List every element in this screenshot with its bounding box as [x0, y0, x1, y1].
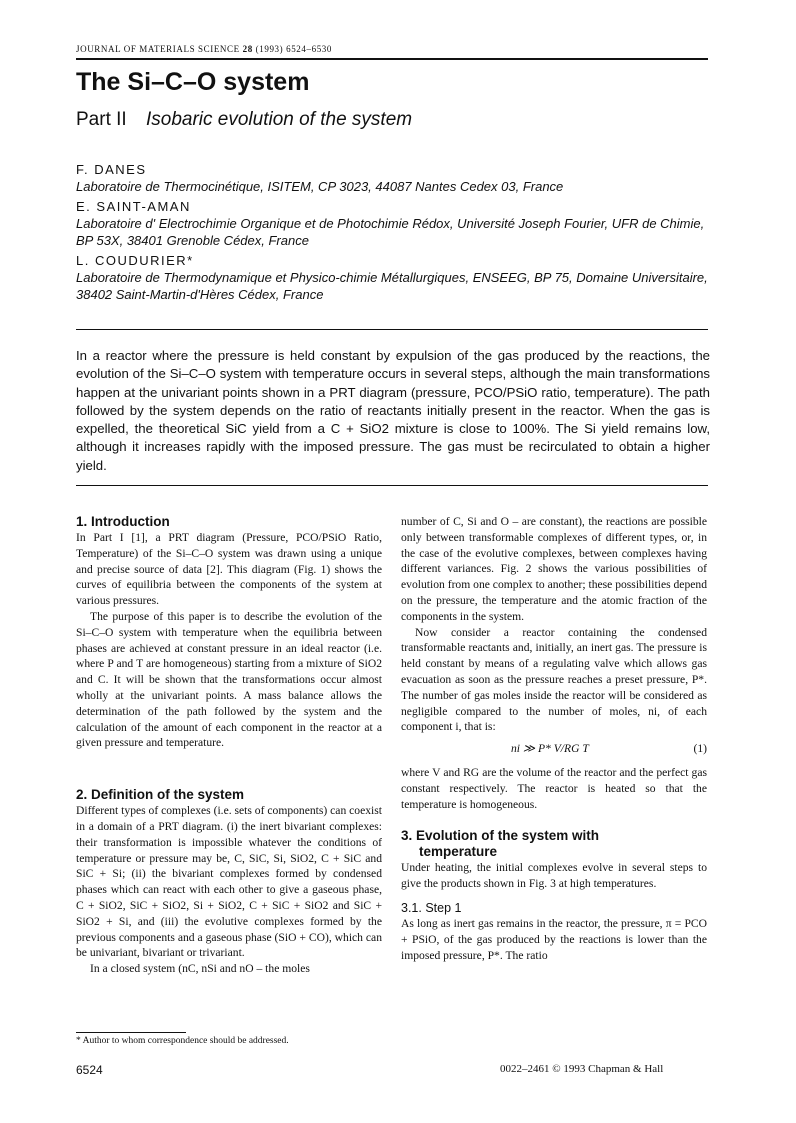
journal-year-pages: (1993) 6524–6530	[255, 44, 333, 54]
author-block	[76, 252, 716, 303]
header-rule	[76, 58, 708, 60]
column-left	[76, 514, 382, 977]
footnote-rule	[76, 1032, 186, 1033]
section-heading-line: 3. Evolution of the system with	[401, 828, 600, 844]
equation-number: (1)	[693, 742, 707, 756]
paragraph: Different types of complexes (i.e. sets of components) can coexist in a domain of a PRT diagram. (i) the inert bivariant complexes: their transformation is impossible whatever the conditions of temperature or pressure may be, C, SiC, Si, SiO2, C + SiC and SiC + Si; (ii) the bivariant complexes formed by condensed phases which can react with each other to give a gaseous phase, C + SiO2, SiC + SiO2, Si + SiO2, C + SiC + SiO2 and SiC + SiO2 + Si, and (iii) the evolutive complexes formed by the previous components and a gaseous phase (SiO + CO), which can be univariant, bivariant or trivariant.	[76, 804, 382, 960]
equation-1	[401, 735, 707, 765]
journal-name: JOURNAL OF MATERIALS SCIENCE	[76, 44, 240, 54]
section-heading-line: temperature	[419, 844, 498, 860]
subtitle-part: Part II	[76, 109, 127, 130]
footnote: * Author to whom correspondence should be addressed.	[76, 1036, 289, 1046]
paragraph: number of C, Si and O – are constant), the reactions are possible only between transformable complexes of different types, or, in the case of the evolutive complexes, between complexes having different variances. Fig. 2 shows the various possibilities of evolution from one complex to another; these possibilities depend on the pressure, the temperature and the atomic fraction of the components in the system.	[401, 515, 707, 623]
paper-subtitle	[76, 109, 412, 131]
paragraph: In Part I [1], a PRT diagram (Pressure, PCO/PSiO Ratio, Temperature) of the Si–C–O system was drawn using a unique and precise source of data [2]. This diagram (Fig. 1) shows the curves of equilibria between the components of the system at various pressures.	[76, 531, 382, 608]
issn-copyright: 0022–2461 © 1993 Chapman & Hall	[500, 1063, 664, 1075]
paragraph: The purpose of this paper is to describe the evolution of the Si–C–O system with temperature when the equilibria between phases are achieved at constant pressure in an ideal reactor (i.e. where P and T are homogeneous) starting from a mixture of SiO2 and C. It will be shown that the transformations occur almost wholly at the univariant points. A mass balance allows the determination of the path followed by the system and the calculation of the amount of each component in the reactor at a given pressure and temperature.	[76, 609, 382, 750]
paragraph: Under heating, the initial complexes evolve in several steps to give the products shown in Fig. 3 at high temperatures.	[401, 861, 707, 891]
section-heading-introduction: 1. Introduction	[76, 514, 170, 529]
paragraph: Now consider a reactor containing the condensed transformable reactants and, initially, an inert gas. The pressure is held constant by means of a regulating valve which allows gas evacuation as soon as the pressure reaches a preset pressure, P*. The number of gas moles inside the reactor will be considered as negligible compared to the number of moles, ni, of each component i, that is:	[401, 625, 707, 734]
author-name: F. DANES	[76, 162, 147, 177]
abstract-bottom-rule	[76, 485, 708, 486]
section-heading-evolution	[401, 828, 707, 860]
paragraph: As long as inert gas remains in the reactor, the pressure, π = PCO + PSiO, of the gas produced by the reactions is lower than the imposed pressure, P*. The ratio	[401, 916, 707, 962]
author-affiliation: Laboratoire de Thermocinétique, ISITEM, CP 3023, 44087 Nantes Cedex 03, France	[76, 179, 564, 194]
equation-body: ni ≫ P* V/RG T	[511, 742, 589, 756]
author-block	[76, 161, 716, 195]
subsection-heading-step1: 3.1. Step 1	[401, 900, 462, 915]
page-number: 6524	[76, 1063, 103, 1077]
section-heading-definition: 2. Definition of the system	[76, 787, 245, 803]
author-affiliation: Laboratoire de Thermodynamique et Physico-chimie Métallurgiques, ENSEEG, BP 75, Domaine Universitaire, 38402 Saint-Martin-d'Hères Cédex, France	[76, 270, 708, 302]
author-name: L. COUDURIER*	[76, 253, 194, 268]
paper-title: The Si–C–O system	[76, 68, 310, 96]
subtitle-text: Isobaric evolution of the system	[145, 109, 413, 130]
paragraph: where V and RG are the volume of the reactor and the perfect gas constant respectively. The reactor is heated so that the temperature is homogeneous.	[401, 765, 707, 811]
author-block	[76, 198, 716, 249]
author-affiliation: Laboratoire d' Electrochimie Organique et de Photochimie Rédox, Université Joseph Fourier, UFR de Chimie, BP 53X, 38401 Grenoble Cédex, France	[76, 216, 705, 248]
paragraph: In a closed system (nC, nSi and nO – the moles	[90, 962, 310, 976]
abstract: In a reactor where the pressure is held constant by expulsion of the gas produced by the reactions, the evolution of the Si–C–O system with temperature occurs in several steps, although the main transformations happen at the univariant points shown in a PRT diagram (pressure, PCO/PSiO ratio, temperature). The path followed by the system depends on the ratio of reactants initially present in the reactor. When the gas is expelled, the theoretical SiC yield from a C + SiO2 mixture is close to 100%. The Si yield remains low, although it increases rapidly with the imposed pressure. The gas must be recirculated to obtain a higher yield.	[76, 348, 710, 473]
column-right	[401, 514, 707, 963]
journal-volume: 28	[242, 44, 253, 54]
author-list	[76, 161, 716, 306]
author-name: E. SAINT-AMAN	[76, 199, 191, 214]
journal-header	[76, 44, 332, 54]
abstract-top-rule	[76, 329, 708, 330]
